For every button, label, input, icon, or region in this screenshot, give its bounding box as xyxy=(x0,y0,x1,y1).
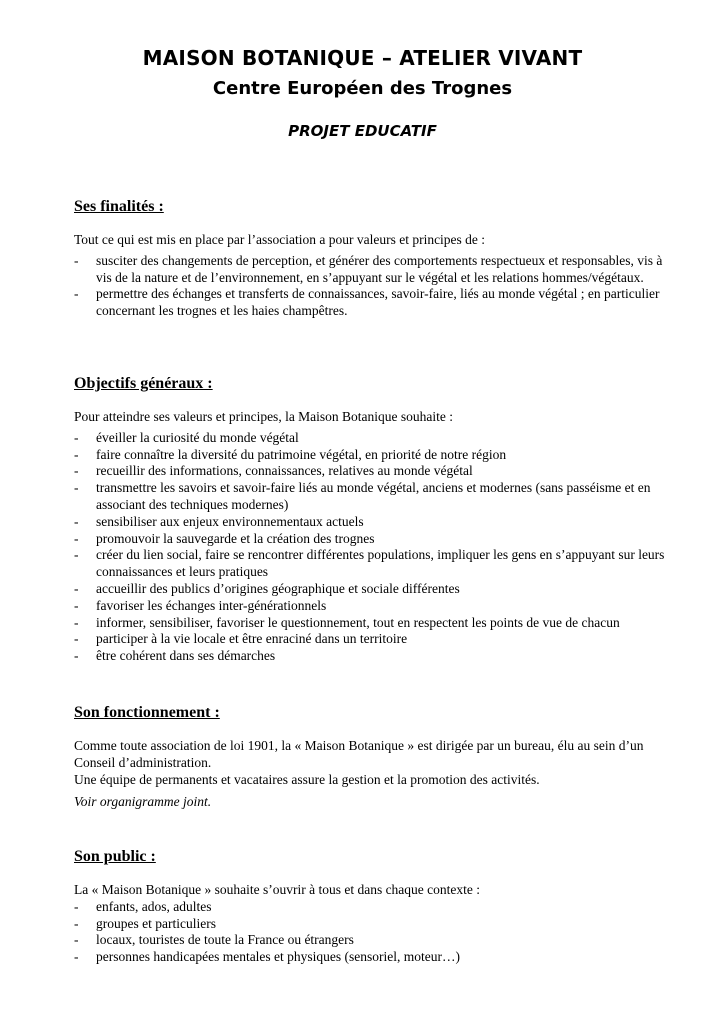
list-item xyxy=(74,648,674,665)
list-item xyxy=(74,286,674,320)
list-item xyxy=(74,916,674,933)
section-public xyxy=(74,847,674,966)
dash-bullet: - xyxy=(74,446,79,462)
list-item xyxy=(74,430,674,447)
dash-bullet: - xyxy=(74,513,79,529)
list-item-text: éveiller la curiosité du monde végétal xyxy=(96,429,299,445)
list-item xyxy=(74,598,674,615)
dash-bullet: - xyxy=(74,898,79,914)
dash-bullet: - xyxy=(74,949,79,965)
list-item xyxy=(74,480,674,514)
list-item xyxy=(74,531,674,548)
document-title: MAISON BOTANIQUE – ATELIER VIVANT xyxy=(142,46,583,70)
dash-bullet: - xyxy=(74,547,79,563)
section-heading: Son fonctionnement : xyxy=(74,704,220,721)
list-item-text: groupes et particuliers xyxy=(96,915,216,931)
dash-bullet: - xyxy=(74,286,79,302)
list-item xyxy=(74,447,674,464)
list-item-text: recueillir des informations, connaissances, relatives au monde végétal xyxy=(96,463,473,479)
list-item-text: accueillir des publics d’origines géographique et sociale différentes xyxy=(96,580,460,596)
section-heading: Objectifs généraux : xyxy=(74,375,213,392)
finalites-list xyxy=(74,253,674,320)
document-type: PROJET EDUCATIF xyxy=(288,122,437,140)
list-item-text: susciter des changements de perception, et générer des comportements respectueux et responsables, vis à vis de la nature et de l’environnement, en s’appuyant sur le végétal et les relations hommes/végétaux. xyxy=(96,252,663,285)
section-heading: Ses finalités : xyxy=(74,198,164,215)
dash-bullet: - xyxy=(74,480,79,496)
list-item xyxy=(74,631,674,648)
list-item-text: enfants, ados, adultes xyxy=(96,898,212,914)
list-item xyxy=(74,932,674,949)
objectifs-list xyxy=(74,430,674,665)
paragraph: Une équipe de permanents et vacataires assure la gestion et la promotion des activités. xyxy=(74,771,540,787)
dash-bullet: - xyxy=(74,463,79,479)
dash-bullet: - xyxy=(74,648,79,664)
list-item-text: permettre des échanges et transferts de connaissances, savoir-faire, liés au monde végétal ; en particulier concernant les trognes et les haies champêtres. xyxy=(96,286,660,319)
paragraph: Comme toute association de loi 1901, la « Maison Botanique » est dirigée par un bureau, élu au sein d’un Conseil d’administration. xyxy=(74,738,644,770)
list-item xyxy=(74,949,674,966)
list-item-text: promouvoir la sauvegarde et la création des trognes xyxy=(96,530,375,546)
public-list xyxy=(74,899,674,966)
list-item-text: être cohérent dans ses démarches xyxy=(96,648,276,664)
dash-bullet: - xyxy=(74,915,79,931)
list-item xyxy=(74,615,674,632)
list-item-text: créer du lien social, faire se rencontrer différentes populations, impliquer les gens en s’appuyant sur leurs connaissances et leurs pratiques xyxy=(96,547,665,580)
list-item-text: participer à la vie locale et être enraciné dans un territoire xyxy=(96,631,408,647)
dash-bullet: - xyxy=(74,932,79,948)
document-subtitle: Centre Européen des Trognes xyxy=(212,78,513,99)
list-item xyxy=(74,514,674,531)
list-item-text: personnes handicapées mentales et physiques (sensoriel, moteur…) xyxy=(96,949,461,965)
dash-bullet: - xyxy=(74,252,79,268)
section-objectifs xyxy=(74,374,674,665)
section-heading: Son public : xyxy=(74,848,156,865)
section-intro: La « Maison Botanique » souhaite s’ouvrir à tous et dans chaque contexte : xyxy=(74,882,481,897)
list-item-text: locaux, touristes de toute la France ou étrangers xyxy=(96,932,354,948)
dash-bullet: - xyxy=(74,597,79,613)
list-item-text: sensibiliser aux enjeux environnementaux actuels xyxy=(96,513,364,529)
section-finalites xyxy=(74,197,674,320)
list-item-text: favoriser les échanges inter-générationnels xyxy=(96,597,327,613)
list-item-text: informer, sensibiliser, favoriser le questionnement, tout en respectent les points de vue de chacun xyxy=(96,614,620,630)
section-intro: Pour atteindre ses valeurs et principes, la Maison Botanique souhaite : xyxy=(74,409,454,424)
dash-bullet: - xyxy=(74,580,79,596)
dash-bullet: - xyxy=(74,631,79,647)
list-item xyxy=(74,463,674,480)
list-item xyxy=(74,547,674,581)
list-item xyxy=(74,253,674,287)
section-fonctionnement xyxy=(74,703,674,811)
dash-bullet: - xyxy=(74,530,79,546)
dash-bullet: - xyxy=(74,429,79,445)
list-item-text: faire connaître la diversité du patrimoine végétal, en priorité de notre région xyxy=(96,446,507,462)
list-item-text: transmettre les savoirs et savoir-faire liés au monde végétal, anciens et modernes (sans passéisme et en associant des techniques modernes) xyxy=(96,480,651,512)
organigram-note: Voir organigramme joint. xyxy=(74,794,212,810)
list-item xyxy=(74,899,674,916)
section-intro: Tout ce qui est mis en place par l’association a pour valeurs et principes de : xyxy=(74,232,486,247)
dash-bullet: - xyxy=(74,614,79,630)
list-item xyxy=(74,581,674,598)
